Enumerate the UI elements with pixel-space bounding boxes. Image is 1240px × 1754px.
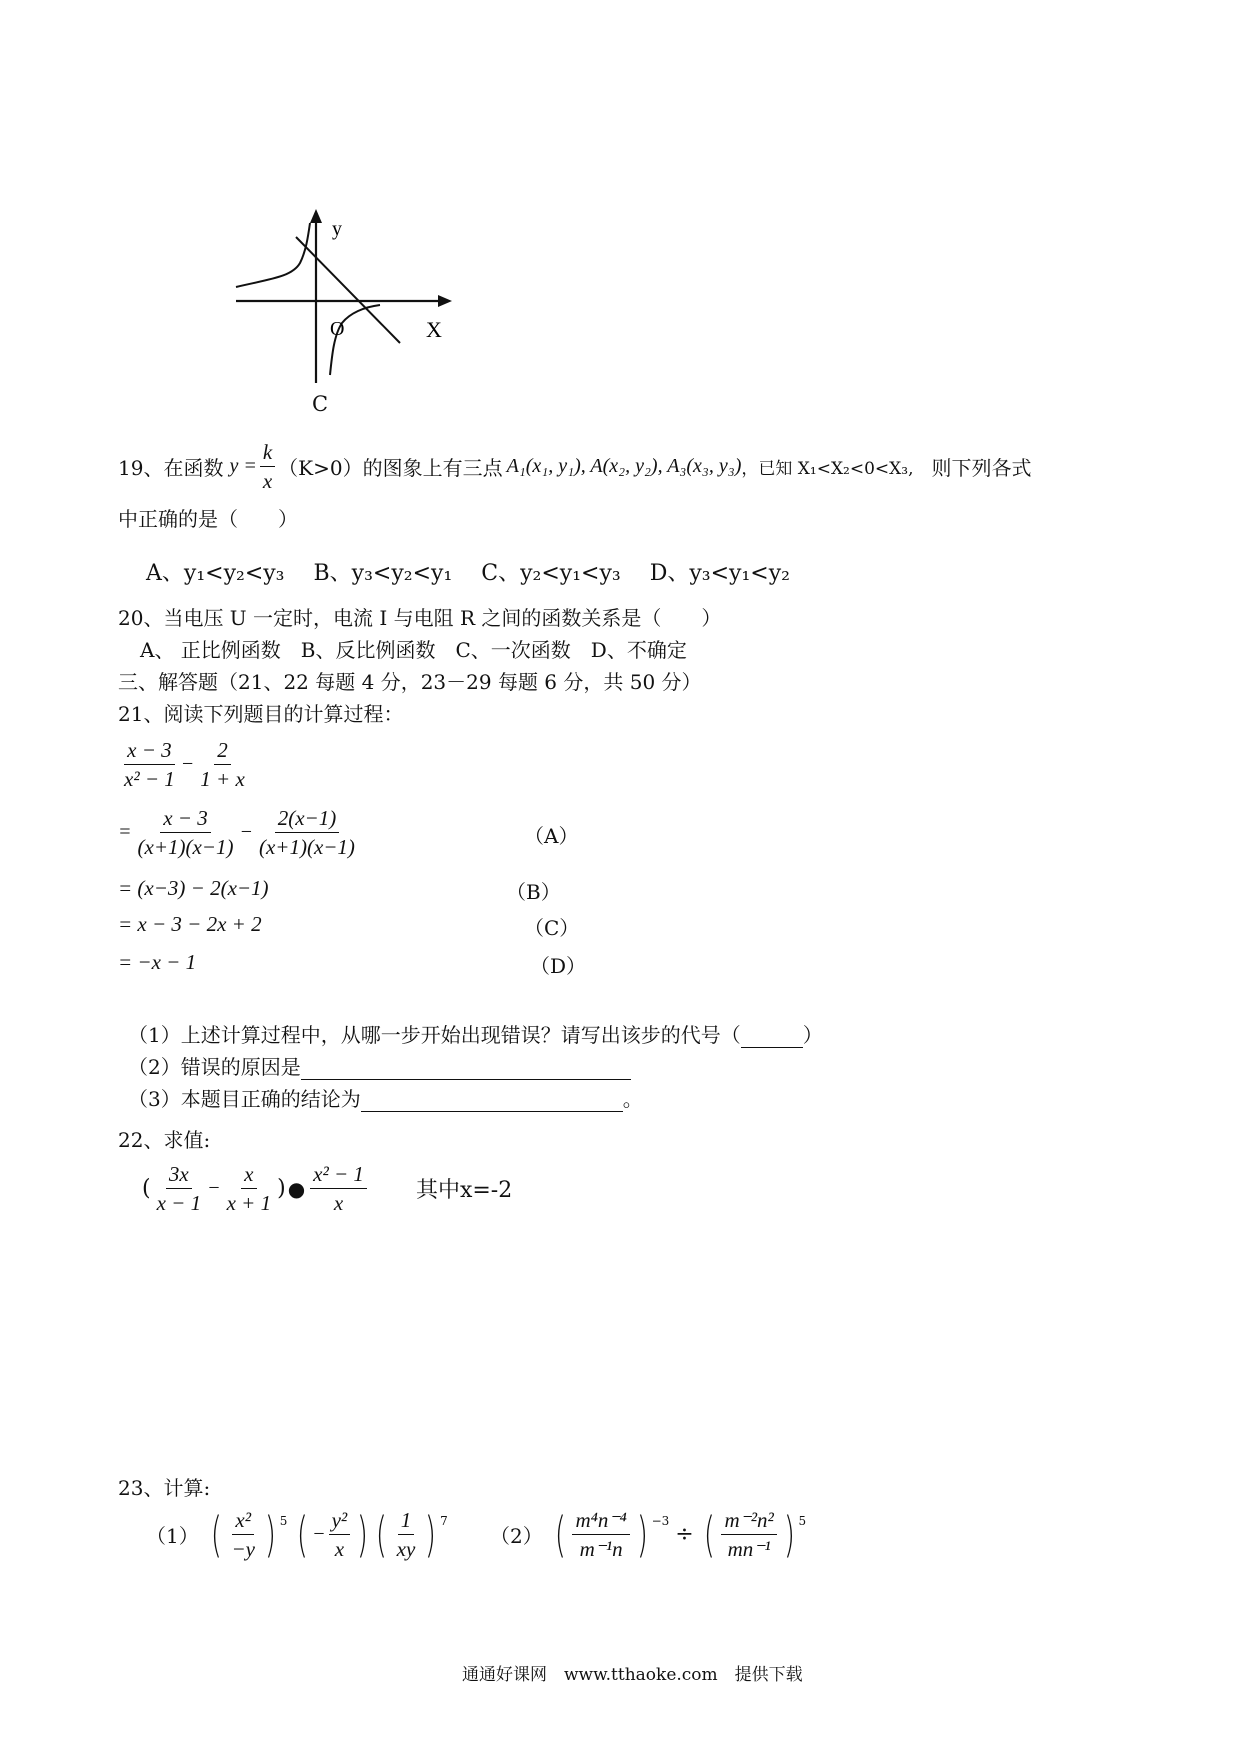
graph-caption: C	[312, 392, 329, 416]
q19-ask: 则下列各式	[931, 456, 1032, 481]
y-axis-arrow	[310, 209, 322, 223]
q23-p1-frac-c-exp: 7	[440, 1514, 448, 1528]
q23-p2-frac-a-den: m⁻¹n	[579, 1537, 623, 1562]
q23-part-2: （2） ( $\frac{\text{m⁴n⁻⁴}}{\text{m⁻¹n}}$ ) $^{-3}$ ÷ ( $\frac{\text{m⁻²n²}}{\text{mn⁻¹}}$ ) $^5$	[490, 1506, 807, 1563]
q21-sub2-text: （2）错误的原因是	[128, 1055, 301, 1079]
q21-label-a: （A）	[524, 824, 579, 848]
q19-stem	[118, 440, 1031, 493]
q23-p1-frac-b-den: x	[334, 1537, 345, 1562]
q21-sub3-answer-blank[interactable]	[361, 1089, 623, 1112]
q23-p1-frac-c	[394, 1508, 419, 1561]
q23-p2-frac-b	[721, 1508, 776, 1561]
q22-frac-c-num: x² − 1	[310, 1162, 367, 1189]
q23-stem: 23、计算:	[118, 1476, 211, 1500]
function-graph	[230, 205, 460, 405]
q23-p1-frac-b-num: y²	[329, 1508, 351, 1535]
q19-func-frac	[260, 440, 275, 493]
q21-frac-1-den: x² − 1	[124, 767, 175, 792]
q22-frac-a-num: 3x	[166, 1162, 192, 1189]
q19-func-num: k	[260, 440, 275, 467]
q19-func-lhs: y =	[229, 455, 257, 478]
q19-option-d: D、y₃<y₁<y₂	[649, 561, 790, 586]
q21-step-a-frac-2	[256, 806, 358, 859]
q20-options: A、 正比例函数 B、反比例函数 C、一次函数 D、不确定	[140, 638, 687, 662]
q20-stem: 20、当电压 U 一定时，电流 I 与电阻 R 之间的函数关系是（ ）	[118, 606, 722, 630]
q22-frac-b-num: x	[241, 1162, 256, 1189]
section-3-heading: 三、解答题（21、22 每题 4 分，23－29 每题 6 分，共 50 分）	[118, 670, 702, 694]
q21-stem: 21、阅读下列题目的计算过程：	[118, 702, 404, 726]
y-axis-label: y	[332, 218, 342, 240]
q23-p1-frac-c-num: 1	[398, 1508, 415, 1535]
q19-option-c: C、y₂<y₁<y₃	[481, 561, 621, 586]
q21-step-c: = x − 3 − 2x + 2	[118, 912, 262, 936]
q22-stem: 22、求值:	[118, 1128, 211, 1152]
q21-step-d: = −x − 1	[118, 950, 197, 974]
q21-frac-2	[197, 738, 248, 791]
q21-sub1-answer-blank[interactable]	[741, 1025, 803, 1048]
q21-frac-1	[121, 738, 178, 791]
q19-option-b: B、y₃<y₂<y₁	[313, 561, 453, 586]
q23-p1-frac-c-den: xy	[396, 1537, 416, 1562]
q21-label-c: （C）	[524, 916, 580, 940]
q23-p2-frac-a-num: m⁴n⁻⁴	[572, 1508, 629, 1535]
q21-frac-2-num: 2	[214, 738, 231, 765]
q21-step-b: = (x−3) − 2(x−1)	[118, 876, 269, 900]
q21-label-b: （B）	[506, 880, 561, 904]
q22-frac-b-den: x + 1	[226, 1191, 272, 1216]
straight-line	[296, 237, 400, 343]
q21-label-d: （D）	[530, 954, 587, 978]
q23-p1-frac-a-exp: 5	[279, 1514, 288, 1528]
q21-sub3	[128, 1083, 643, 1112]
q21-frac-1-num: x − 3	[124, 738, 175, 765]
q23-p2-frac-b-num: m⁻²n²	[721, 1508, 776, 1535]
q23-part-1: （1） ( $\frac{\text{x²}}{-y}$ ) $^5$ ( − $\frac{\text{y²}}{x}$ ) ( $\frac{1}{xy}$ ) $^7$	[146, 1506, 448, 1563]
q19-options	[146, 556, 790, 587]
x-axis-arrow	[438, 295, 452, 307]
hyperbola-branch-left	[236, 223, 310, 287]
q23-p1-frac-a-num: x²	[232, 1508, 254, 1535]
q22-frac-a	[154, 1162, 205, 1215]
q23-p2-frac-b-exp: 5	[798, 1514, 807, 1528]
q23-part-2-label: （2）	[490, 1524, 543, 1549]
q21-sub2-answer-blank[interactable]	[301, 1057, 631, 1080]
page-footer: 通通好课网 www.tthaoke.com 提供下载	[462, 1665, 803, 1685]
q22-frac-c	[310, 1162, 367, 1215]
q19-option-a: A、y₁<y₂<y₃	[146, 561, 285, 586]
q21-frac-2-den: 1 + x	[200, 767, 245, 792]
q23-p2-divide-sign: ÷	[675, 1522, 694, 1548]
q21-sub1	[128, 1019, 823, 1048]
origin-label: O	[330, 318, 345, 340]
q21-step-a-frac-2-num: 2(x−1)	[275, 806, 339, 833]
q21-step-a: = $\frac{x - 3}{(x+1)(x-1)}$ − $\frac{2(x-1)}{(x+1)(x-1)}$	[118, 806, 361, 859]
q19-points: A₁(x₁, y₁), A(x₂, y₂), A₃(x₃, y₃)	[506, 455, 742, 478]
q21-expression: $\frac{x - 3}{\text{x² − 1}}$ − $\frac{2}{1 + x}$	[118, 738, 251, 791]
x-axis-label: X	[426, 317, 442, 342]
q21-sub3-text: （3）本题目正确的结论为	[128, 1087, 361, 1111]
q23-p1-frac-a	[228, 1508, 258, 1561]
q19-func-den: x	[262, 469, 273, 494]
q21-sub2	[128, 1051, 631, 1080]
q21-sub3-end: 。	[622, 1087, 643, 1111]
q21-step-a-frac-2-den: (x+1)(x−1)	[258, 835, 355, 860]
q21-step-a-frac-1-num: x − 3	[160, 806, 211, 833]
q22-condition: 其中x=-2	[415, 1178, 513, 1204]
q23-p1-frac-a-den: −y	[231, 1537, 255, 1562]
q23-p1-frac-b	[329, 1508, 351, 1561]
q23-p2-frac-a	[572, 1508, 629, 1561]
q23-p2-frac-b-den: mn⁻¹	[727, 1537, 771, 1562]
q19-condition: （K>0）的图象上有三点	[278, 456, 503, 481]
q19-line2: 中正确的是（ ）	[118, 507, 298, 531]
q22-frac-b	[224, 1162, 275, 1215]
q22-frac-c-den: x	[333, 1191, 344, 1216]
q21-step-a-frac-1	[135, 806, 237, 859]
q19-given: ，已知 X₁<X₂<0<X₃,	[741, 459, 914, 480]
q19-prefix: 19、在函数	[118, 456, 224, 481]
q21-sub1-text: （1）上述计算过程中，从哪一步开始出现错误？请写出该步的代号（	[128, 1023, 741, 1047]
q23-part-1-label: （1）	[146, 1524, 199, 1549]
q21-step-a-frac-1-den: (x+1)(x−1)	[137, 835, 234, 860]
q22-expression: ( $\frac{3x}{x - 1}$ − $\frac{x}{x + 1}$ ) ● $\frac{\text{x² − 1}}{x}$ 其中x=-2	[142, 1162, 513, 1216]
q23-p2-frac-a-exp: −3	[651, 1514, 670, 1528]
q22-frac-a-den: x − 1	[156, 1191, 202, 1216]
q21-sub1-end: ）	[802, 1023, 823, 1047]
